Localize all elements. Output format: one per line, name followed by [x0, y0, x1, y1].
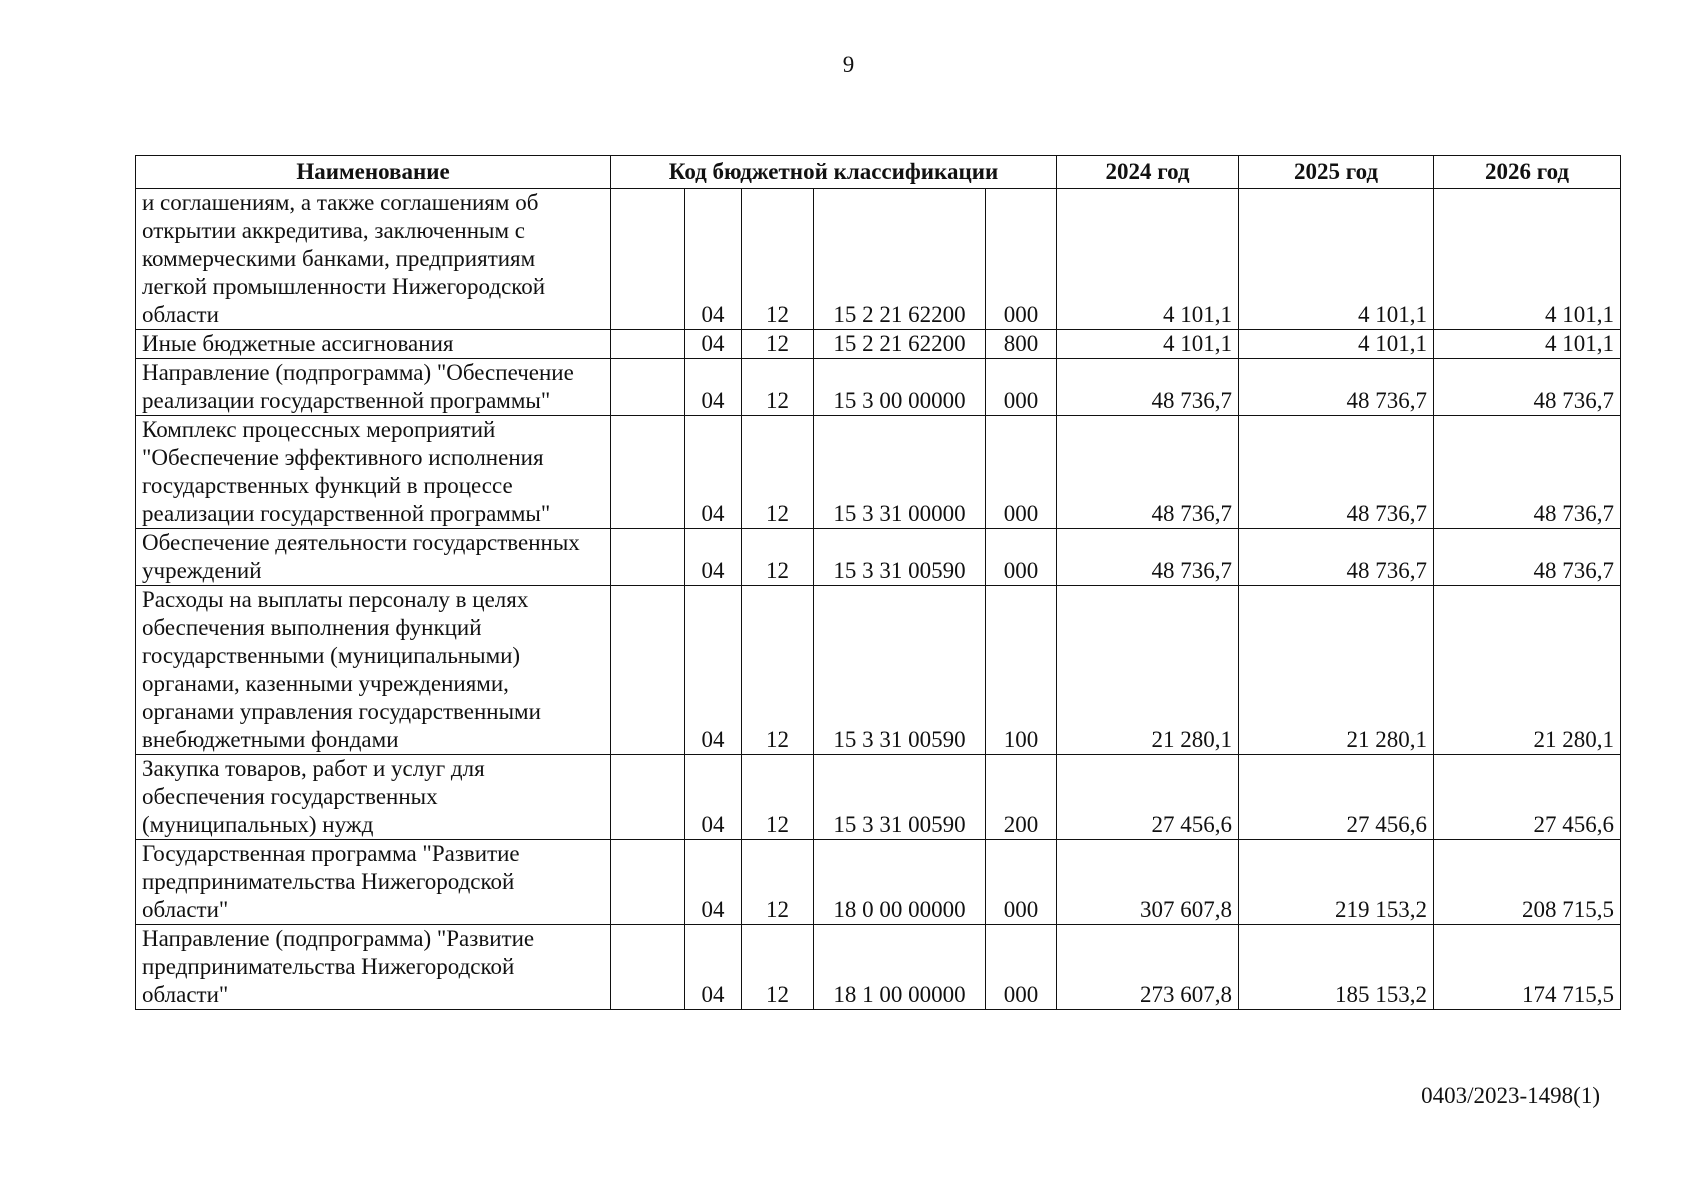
- cell-code-subsection: 12: [742, 189, 814, 330]
- cell-2026: 48 736,7: [1434, 359, 1621, 416]
- cell-2025: 27 456,6: [1239, 755, 1434, 840]
- cell-code-target: 18 1 00 00000: [814, 925, 986, 1010]
- cell-2025: 48 736,7: [1239, 359, 1434, 416]
- cell-code-section: 04: [685, 330, 742, 359]
- cell-code-target: 15 3 31 00590: [814, 586, 986, 755]
- cell-code-section: 04: [685, 586, 742, 755]
- cell-2026: 208 715,5: [1434, 840, 1621, 925]
- cell-2025: 4 101,1: [1239, 330, 1434, 359]
- cell-code-section: 04: [685, 840, 742, 925]
- cell-2026: 21 280,1: [1434, 586, 1621, 755]
- cell-code-target: 15 3 00 00000: [814, 359, 986, 416]
- cell-code-blank: [611, 840, 685, 925]
- cell-code-subsection: 12: [742, 755, 814, 840]
- cell-2024: 307 607,8: [1057, 840, 1239, 925]
- cell-code-target: 15 3 31 00000: [814, 416, 986, 529]
- cell-2024: 48 736,7: [1057, 529, 1239, 586]
- table-body: [136, 189, 1621, 1010]
- cell-code-expense-type: 800: [986, 330, 1057, 359]
- cell-2024: 27 456,6: [1057, 755, 1239, 840]
- cell-code-target: 18 0 00 00000: [814, 840, 986, 925]
- table-row: [136, 330, 1621, 359]
- cell-name: Закупка товаров, работ и услуг для обеспечения государственных (муниципальных) нужд: [136, 755, 611, 840]
- cell-code-expense-type: 000: [986, 359, 1057, 416]
- cell-2026: 4 101,1: [1434, 330, 1621, 359]
- cell-2025: 48 736,7: [1239, 529, 1434, 586]
- cell-code-blank: [611, 330, 685, 359]
- cell-code-blank: [611, 189, 685, 330]
- table-row: [136, 840, 1621, 925]
- cell-code-subsection: 12: [742, 840, 814, 925]
- cell-code-subsection: 12: [742, 586, 814, 755]
- table-row: [136, 529, 1621, 586]
- cell-code-expense-type: 000: [986, 840, 1057, 925]
- cell-name: Расходы на выплаты персоналу в целях обеспечения выполнения функций государственными (муниципальными) органами, казенными учреждениями, органами управления государственными внебюджетными фондами: [136, 586, 611, 755]
- cell-2025: 219 153,2: [1239, 840, 1434, 925]
- cell-name: Направление (подпрограмма) "Обеспечение реализации государственной программы": [136, 359, 611, 416]
- cell-2026: 48 736,7: [1434, 416, 1621, 529]
- cell-name: Комплекс процессных мероприятий "Обеспечение эффективного исполнения государственных функций в процессе реализации государственной программы": [136, 416, 611, 529]
- table-header-row: [136, 156, 1621, 189]
- cell-code-section: 04: [685, 189, 742, 330]
- cell-code-subsection: 12: [742, 330, 814, 359]
- cell-code-blank: [611, 586, 685, 755]
- cell-code-blank: [611, 416, 685, 529]
- header-budget-code: Код бюджетной классификации: [611, 156, 1057, 189]
- header-name: Наименование: [136, 156, 611, 189]
- cell-code-subsection: 12: [742, 529, 814, 586]
- cell-2025: 21 280,1: [1239, 586, 1434, 755]
- table-row: [136, 925, 1621, 1010]
- cell-2025: 48 736,7: [1239, 416, 1434, 529]
- cell-code-expense-type: 000: [986, 189, 1057, 330]
- page-number: 9: [842, 52, 855, 77]
- cell-code-section: 04: [685, 529, 742, 586]
- cell-code-blank: [611, 925, 685, 1010]
- cell-code-blank: [611, 529, 685, 586]
- cell-code-target: 15 3 31 00590: [814, 755, 986, 840]
- header-2025: 2025 год: [1239, 156, 1434, 189]
- cell-code-expense-type: 200: [986, 755, 1057, 840]
- cell-code-expense-type: 100: [986, 586, 1057, 755]
- cell-name: Обеспечение деятельности государственных учреждений: [136, 529, 611, 586]
- cell-code-section: 04: [685, 925, 742, 1010]
- cell-name: Иные бюджетные ассигнования: [136, 330, 611, 359]
- cell-2025: 185 153,2: [1239, 925, 1434, 1010]
- cell-name: и соглашениям, а также соглашениям об открытии аккредитива, заключенным с коммерческими банками, предприятиям легкой промышленности Нижегородской области: [136, 189, 611, 330]
- table-row: [136, 586, 1621, 755]
- cell-code-subsection: 12: [742, 925, 814, 1010]
- header-2026: 2026 год: [1434, 156, 1621, 189]
- cell-2026: 48 736,7: [1434, 529, 1621, 586]
- cell-code-section: 04: [685, 755, 742, 840]
- table-row: [136, 189, 1621, 330]
- cell-2026: 4 101,1: [1434, 189, 1621, 330]
- document-id: 0403/2023-1498(1): [1421, 1083, 1600, 1108]
- cell-code-expense-type: 000: [986, 925, 1057, 1010]
- cell-code-section: 04: [685, 416, 742, 529]
- cell-2025: 4 101,1: [1239, 189, 1434, 330]
- cell-name: Государственная программа "Развитие предпринимательства Нижегородской области": [136, 840, 611, 925]
- budget-table: [135, 155, 1621, 1010]
- cell-2026: 27 456,6: [1434, 755, 1621, 840]
- cell-2024: 48 736,7: [1057, 359, 1239, 416]
- cell-code-target: 15 2 21 62200: [814, 330, 986, 359]
- cell-code-section: 04: [685, 359, 742, 416]
- cell-name: Направление (подпрограмма) "Развитие предпринимательства Нижегородской области": [136, 925, 611, 1010]
- cell-2024: 4 101,1: [1057, 330, 1239, 359]
- cell-code-target: 15 2 21 62200: [814, 189, 986, 330]
- table-row: [136, 416, 1621, 529]
- cell-2026: 174 715,5: [1434, 925, 1621, 1010]
- table-row: [136, 359, 1621, 416]
- cell-code-blank: [611, 359, 685, 416]
- cell-code-target: 15 3 31 00590: [814, 529, 986, 586]
- cell-code-subsection: 12: [742, 359, 814, 416]
- cell-code-expense-type: 000: [986, 416, 1057, 529]
- cell-code-blank: [611, 755, 685, 840]
- cell-code-subsection: 12: [742, 416, 814, 529]
- cell-2024: 273 607,8: [1057, 925, 1239, 1010]
- header-2024: 2024 год: [1057, 156, 1239, 189]
- cell-2024: 4 101,1: [1057, 189, 1239, 330]
- cell-2024: 48 736,7: [1057, 416, 1239, 529]
- table-row: [136, 755, 1621, 840]
- cell-code-expense-type: 000: [986, 529, 1057, 586]
- cell-2024: 21 280,1: [1057, 586, 1239, 755]
